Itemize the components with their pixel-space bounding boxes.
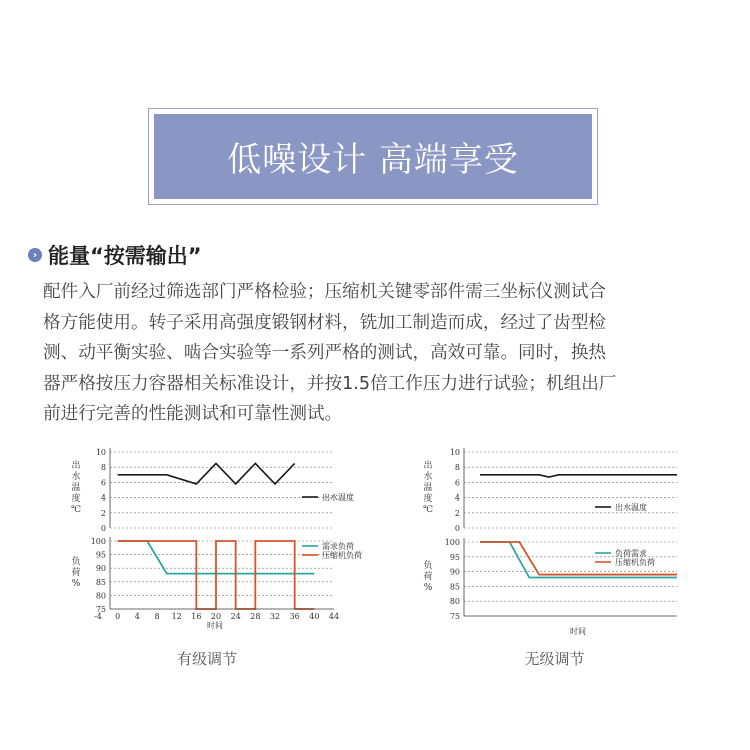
y-axis-label: 荷 (71, 568, 81, 578)
y-axis-label: 荷 (423, 572, 433, 582)
x-tick-label: 28 (250, 612, 261, 621)
y-axis-label: 温 (71, 483, 81, 493)
stepped-regulation-chart (62, 440, 362, 680)
y-tick-label: 6 (100, 478, 106, 488)
x-tick-label: 32 (269, 612, 281, 621)
legend-label: 需求负荷 (322, 542, 354, 551)
legend-label: 压缩机负荷 (615, 558, 655, 567)
x-tick-label: 16 (191, 612, 202, 621)
y-tick-label: 2 (100, 508, 106, 518)
y-axis-label: 负 (71, 557, 81, 567)
y-tick-label: 95 (95, 550, 106, 560)
y-tick-label: 2 (454, 508, 460, 518)
body-paragraph (43, 277, 723, 430)
y-tick-label: 10 (95, 448, 106, 457)
x-tick-label: 8 (154, 612, 160, 621)
chevron-right-icon: › (28, 248, 42, 262)
y-tick-label: 80 (95, 591, 106, 601)
y-tick-label: 6 (454, 478, 460, 488)
body-line: 前进行完善的性能测试和可靠性测试。 (43, 404, 343, 424)
series-line (480, 475, 677, 477)
y-tick-label: 4 (454, 493, 460, 503)
y-tick-label: 90 (449, 567, 460, 577)
x-tick-label: 40 (309, 612, 320, 621)
series-line (118, 541, 315, 609)
section-heading (28, 240, 202, 270)
y-tick-label: 4 (100, 493, 106, 503)
y-axis-label: 度 (423, 494, 433, 504)
x-tick-label: 20 (210, 612, 222, 621)
y-tick-label: 95 (449, 552, 460, 562)
y-tick-label: 10 (449, 448, 460, 457)
stepped-chart-caption: 有级调节 (176, 650, 237, 668)
y-axis-label: 度 (71, 494, 81, 504)
stepless-chart-svg (402, 440, 707, 640)
x-tick-label: 44 (328, 612, 340, 621)
y-tick-label: 90 (95, 564, 106, 574)
y-axis-label: % (71, 579, 81, 589)
body-line: 测、动平衡实验、啮合实验等一系列严格的测试，高效可靠。同时，换热 (43, 343, 607, 363)
y-tick-label: 100 (90, 537, 106, 546)
y-tick-label: 8 (100, 463, 106, 473)
y-tick-label: 85 (449, 582, 460, 592)
x-tick-label: 0 (115, 612, 121, 621)
section-title: 能量“按需输出” (48, 244, 202, 268)
y-axis-label: 水 (71, 472, 81, 482)
y-tick-label: 100 (444, 538, 460, 547)
x-tick-label: 24 (230, 612, 241, 621)
x-axis-label: 时间 (207, 621, 223, 630)
x-axis-label: 时间 (570, 627, 586, 636)
x-tick-label: 12 (171, 612, 182, 621)
y-axis-label: ℃ (70, 505, 82, 515)
stepless-regulation-chart (402, 440, 707, 680)
banner-title: 低噪设计 高端享受 (154, 114, 592, 199)
y-tick-label: 75 (449, 612, 460, 621)
body-line: 配件入厂前经过筛选部门严格检验；压缩机关键零部件需三坐标仪测试合 (43, 282, 607, 302)
body-line: 器严格按压力容器相关标准设计，并按1.5倍工作压力进行试验；机组出厂 (43, 373, 617, 394)
x-tick-label: 4 (134, 612, 140, 621)
y-tick-label: 85 (95, 577, 106, 587)
series-line (118, 463, 295, 484)
y-axis-label: 负 (423, 561, 433, 571)
y-tick-label: 75 (95, 605, 106, 614)
y-axis-label: 出 (423, 461, 433, 471)
y-tick-label: 80 (449, 597, 460, 607)
stepless-chart-caption: 无级调节 (524, 650, 585, 668)
y-tick-label: 8 (454, 463, 460, 473)
legend-label: 压缩机负荷 (322, 551, 362, 560)
y-axis-label: 温 (423, 483, 433, 493)
y-axis-label: 出 (71, 461, 81, 471)
y-tick-label: 0 (454, 524, 460, 533)
legend-label: 负荷需求 (615, 549, 647, 558)
legend-label: 出水温度 (322, 493, 354, 502)
y-axis-label: ℃ (422, 505, 434, 515)
y-axis-label: 水 (423, 472, 433, 482)
body-line: 格方能使用。转子采用高强度锻钢材料，铣加工制造而成，经过了齿型检 (43, 312, 607, 333)
banner (148, 108, 598, 205)
y-axis-label: % (423, 583, 433, 593)
x-tick-label: 36 (289, 612, 300, 621)
legend-label: 出水温度 (615, 503, 647, 512)
stepped-chart-svg (62, 440, 362, 640)
x-tick-label: -4 (94, 612, 102, 621)
y-tick-label: 0 (100, 524, 106, 533)
